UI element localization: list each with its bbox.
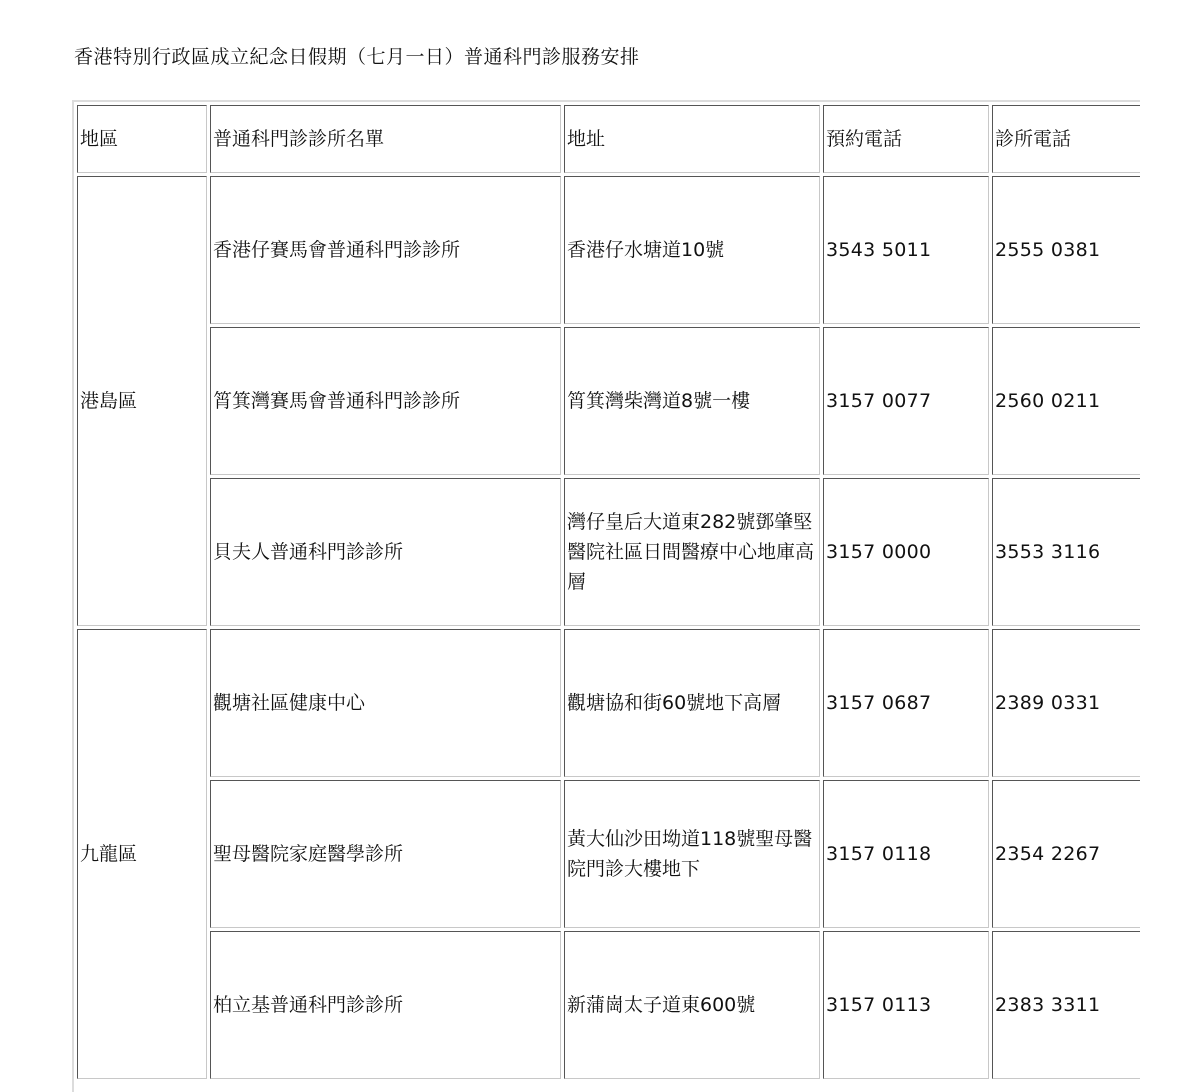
booking-phone-cell: 3157 0077 — [823, 327, 989, 475]
header-clinic-phone: 診所電話 — [992, 105, 1140, 173]
district-cell: 港島區 — [77, 176, 207, 626]
header-district: 地區 — [77, 105, 207, 173]
address-cell: 灣仔皇后大道東282號鄧肇堅醫院社區日間醫療中心地庫高層 — [564, 478, 820, 626]
header-address: 地址 — [564, 105, 820, 173]
address-cell: 黃大仙沙田坳道118號聖母醫院門診大樓地下 — [564, 780, 820, 928]
table-row — [77, 629, 1140, 777]
clinic-name-cell: 觀塘社區健康中心 — [210, 629, 561, 777]
clinic-phone-cell: 3553 3116 — [992, 478, 1140, 626]
booking-phone-cell: 3543 5011 — [823, 176, 989, 324]
table-row — [77, 780, 1140, 928]
address-cell: 新蒲崗太子道東600號 — [564, 931, 820, 1079]
booking-phone-cell: 3157 0000 — [823, 478, 989, 626]
clinic-phone-cell: 2555 0381 — [992, 176, 1140, 324]
table-container — [72, 100, 1140, 1092]
table-row — [77, 327, 1140, 475]
clinic-phone-cell: 2560 0211 — [992, 327, 1140, 475]
address-cell: 筲箕灣柴灣道8號一樓 — [564, 327, 820, 475]
district-cell: 九龍區 — [77, 629, 207, 1079]
table-header-row — [77, 105, 1140, 173]
clinic-phone-cell: 2389 0331 — [992, 629, 1140, 777]
clinic-name-cell: 香港仔賽馬會普通科門診診所 — [210, 176, 561, 324]
clinic-name-cell: 筲箕灣賽馬會普通科門診診所 — [210, 327, 561, 475]
clinic-name-cell: 柏立基普通科門診診所 — [210, 931, 561, 1079]
clinic-phone-cell: 2383 3311 — [992, 931, 1140, 1079]
address-cell: 香港仔水塘道10號 — [564, 176, 820, 324]
booking-phone-cell: 3157 0118 — [823, 780, 989, 928]
page-title: 香港特別行政區成立紀念日假期（七月一日）普通科門診服務安排 — [74, 46, 640, 68]
clinic-phone-cell: 2354 2267 — [992, 780, 1140, 928]
header-clinic: 普通科門診診所名單 — [210, 105, 561, 173]
booking-phone-cell: 3157 0113 — [823, 931, 989, 1079]
header-booking-phone: 預約電話 — [823, 105, 989, 173]
table-row — [77, 176, 1140, 324]
table-row — [77, 478, 1140, 626]
booking-phone-cell: 3157 0687 — [823, 629, 989, 777]
clinic-name-cell: 聖母醫院家庭醫學診所 — [210, 780, 561, 928]
clinic-name-cell: 貝夫人普通科門診診所 — [210, 478, 561, 626]
address-cell: 觀塘協和街60號地下高層 — [564, 629, 820, 777]
clinic-schedule-table — [74, 102, 1140, 1082]
table-row — [77, 931, 1140, 1079]
